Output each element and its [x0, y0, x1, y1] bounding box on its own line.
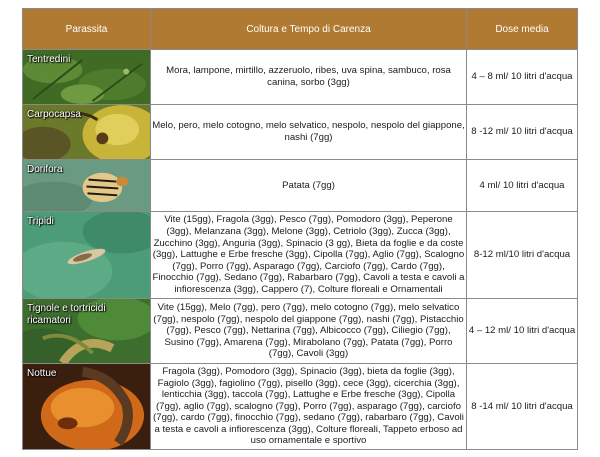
- header-pest: Parassita: [23, 9, 151, 50]
- table-row: [23, 299, 578, 364]
- crop-cell: Fragola (3gg), Pomodoro (3gg), Spinacio (3gg), bieta da foglie (3gg), Fagiolo (3gg), fagiolino (7gg), pisello (3gg), cece (3gg), cicerchia (3gg), lenticchia (3gg), taccola (7gg), Lattughe e Erbe fresche (3gg), Cipolla (7gg), aglio (7gg), scalogno (7gg), Porro (7gg), asparago (7gg), carciofo (7gg), cardo (7gg), finocchio (7gg), sedano (7gg), rabarbaro (7gg), Cavoli a testa e cavoli a infiorescenza (3gg), Colture floreali, Tappeto erboso ad uso ornamentale e sportivo: [151, 364, 467, 450]
- dose-cell: 8 -14 ml/ 10 litri d'acqua: [467, 364, 578, 450]
- crop-cell: Mora, lampone, mirtillo, azzeruolo, ribes, uva spina, sambuco, rosa canina, sorbo (3gg): [151, 50, 467, 105]
- pesticide-table: [22, 8, 578, 450]
- header-dose: Dose media: [467, 9, 578, 50]
- header-crop: Coltura e Tempo di Carenza: [151, 9, 467, 50]
- pest-name: Nottue: [27, 368, 57, 379]
- dose-cell: 8-12 ml/10 litri d'acqua: [467, 212, 578, 299]
- table-row: [23, 50, 578, 105]
- dose-cell: 4 ml/ 10 litri d'acqua: [467, 160, 578, 212]
- table-row: [23, 160, 578, 212]
- table-row: [23, 212, 578, 299]
- pest-cell: [23, 105, 151, 160]
- crop-cell: Vite (15gg), Fragola (3gg), Pesco (7gg), Pomodoro (3gg), Peperone (3gg), Melanzana (3gg), Melone (3gg), Cetriolo (3gg), Zucca (3gg), Zucchino (3gg), Anguria (3gg), Spinacio (3 gg), Bieta da foglie e da coste (3gg), Lattughe e Erbe fresche (3gg), Cipolla (7gg), Aglio (7gg), Scalogno (7gg), Porro (7gg), Asparago (7gg), Carciofo (7gg), Cardo (7gg), Finocchio (7gg), Sedano (7gg), Rabarbaro (7gg), Cavoli a testa e cavoli a infiorescenza (3gg), Cappero (7), Colture floreali e Ornamentali: [151, 212, 467, 299]
- pest-cell: [23, 160, 151, 212]
- table-header-row: [23, 9, 578, 50]
- pest-cell: [23, 212, 151, 299]
- dose-cell: 8 -12 ml/ 10 litri d'acqua: [467, 105, 578, 160]
- dose-cell: 4 – 12 ml/ 10 litri d'acqua: [467, 299, 578, 364]
- crop-cell: Melo, pero, melo cotogno, melo selvatico, nespolo, nespolo del giappone, nashi (7gg): [151, 105, 467, 160]
- pest-cell: [23, 299, 151, 364]
- pest-name: Tripidi: [27, 216, 54, 227]
- pest-name: Tentredini: [27, 54, 71, 65]
- pest-name: Carpocapsa: [27, 109, 81, 120]
- crop-cell: Vite (15gg), Melo (7gg), pero (7gg), melo cotogno (7gg), melo selvatico (7gg), nespolo (7gg), nespolo del giappone (7gg), nashi (7gg), Pistacchio (7gg), Pesco (7gg), Nettarina (7gg), Albicocco (7gg), Ciliegio (7gg), Susino (7gg), Amarena (7gg), Mirabolano (7gg), Patata (7gg), Porro (7gg), Cavoli (3gg): [151, 299, 467, 364]
- pest-cell: [23, 50, 151, 105]
- crop-cell: Patata (7gg): [151, 160, 467, 212]
- table-row: [23, 364, 578, 450]
- dose-cell: 4 – 8 ml/ 10 litri d'acqua: [467, 50, 578, 105]
- pest-name: Tignole e tortricidi ricamatori: [27, 303, 106, 326]
- pest-name: Dorifora: [27, 164, 63, 175]
- pest-cell: [23, 364, 151, 450]
- table-row: [23, 105, 578, 160]
